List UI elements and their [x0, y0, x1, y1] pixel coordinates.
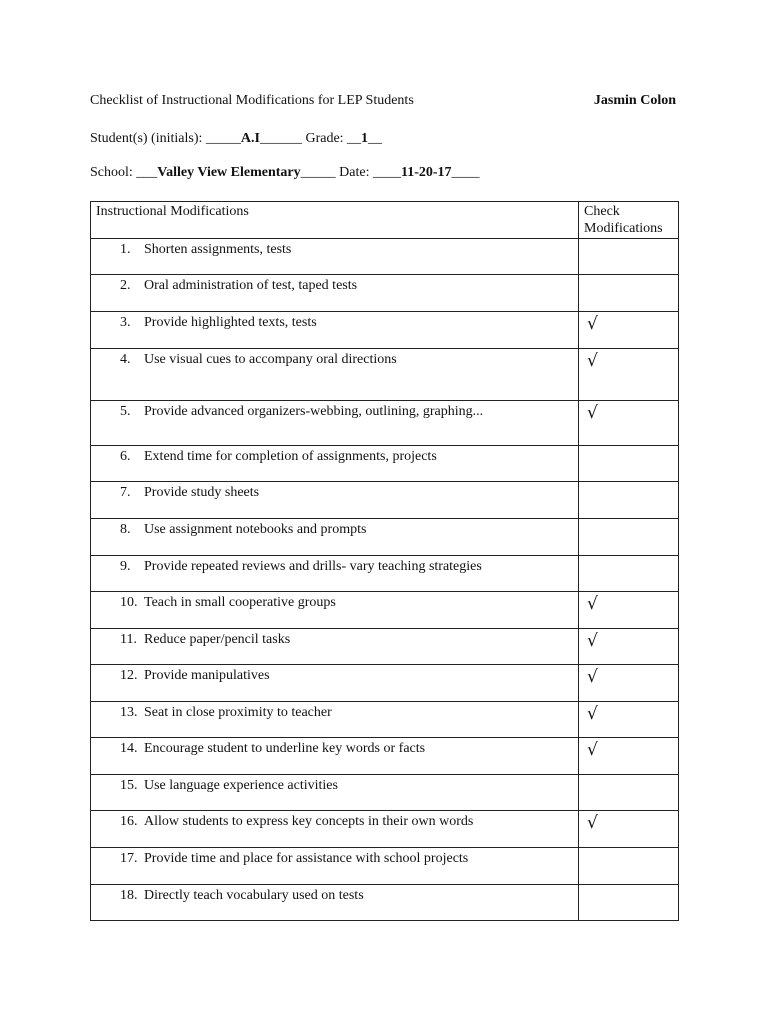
modification-cell — [91, 349, 579, 401]
check-cell — [579, 312, 679, 349]
checkmark-icon: √ — [587, 667, 598, 687]
modification-cell — [91, 446, 579, 482]
date-label: _____ Date: ____ — [300, 165, 401, 180]
checkmark-icon: √ — [587, 740, 598, 760]
table-row — [91, 519, 679, 556]
item-text: Provide repeated reviews and drills- vary teaching strategies — [144, 559, 482, 574]
column-header-check — [579, 202, 679, 239]
item-number: 17. — [120, 851, 138, 866]
item-text: Encourage student to underline key words or facts — [144, 741, 426, 756]
modification-cell — [91, 738, 579, 775]
checkmark-icon — [579, 239, 678, 241]
item-number: 15. — [120, 778, 138, 793]
checkmark-icon — [579, 556, 678, 558]
item-text: Provide manipulatives — [144, 668, 270, 683]
check-cell — [579, 775, 679, 811]
check-cell — [579, 446, 679, 482]
check-header-line2: Modifications — [584, 221, 663, 236]
item-text: Provide time and place for assistance with school projects — [144, 851, 469, 866]
modification-cell — [91, 811, 579, 848]
table-row — [91, 446, 679, 482]
item-number: 6. — [120, 449, 131, 464]
checkmark-icon: √ — [587, 403, 598, 423]
item-number: 10. — [120, 595, 138, 610]
item-number: 16. — [120, 814, 138, 829]
check-cell — [579, 702, 679, 738]
checkmark-icon — [579, 275, 678, 277]
checkmark-icon: √ — [587, 351, 598, 371]
modification-cell — [91, 665, 579, 702]
item-text: Reduce paper/pencil tasks — [144, 632, 291, 647]
checkmark-icon — [579, 848, 678, 850]
checkmark-icon — [579, 885, 678, 887]
checkmark-icon — [579, 775, 678, 777]
modification-cell — [91, 239, 579, 275]
check-header-line1: Check — [584, 204, 620, 219]
table-row — [91, 482, 679, 519]
table-row — [91, 885, 679, 921]
table-row — [91, 239, 679, 275]
modification-cell — [91, 401, 579, 446]
modification-cell — [91, 519, 579, 556]
item-text: Provide study sheets — [144, 485, 260, 500]
item-number: 7. — [120, 485, 131, 500]
modification-cell — [91, 885, 579, 921]
modification-cell — [91, 702, 579, 738]
check-cell — [579, 482, 679, 519]
modification-cell — [91, 848, 579, 885]
item-number: 18. — [120, 888, 138, 903]
modifications-table — [90, 201, 679, 921]
item-text: Seat in close proximity to teacher — [144, 705, 332, 720]
grade-label: ______ Grade: __ — [259, 131, 362, 146]
checkmark-icon: √ — [587, 813, 598, 833]
item-number: 11. — [120, 632, 137, 647]
checkmark-icon: √ — [587, 704, 598, 724]
table-row — [91, 848, 679, 885]
document-title: Checklist of Instructional Modifications for LEP Students — [90, 93, 414, 108]
table-row — [91, 665, 679, 702]
check-cell — [579, 738, 679, 775]
check-cell — [579, 239, 679, 275]
table-row — [91, 629, 679, 665]
item-number: 1. — [120, 242, 131, 257]
checkmark-icon — [579, 519, 678, 521]
check-cell — [579, 349, 679, 401]
student-initials: A.I — [240, 131, 260, 146]
modification-cell — [91, 312, 579, 349]
grade-value: 1 — [361, 131, 369, 146]
check-cell — [579, 556, 679, 592]
table-row — [91, 811, 679, 848]
check-cell — [579, 885, 679, 921]
check-cell — [579, 401, 679, 446]
item-text: Provide advanced organizers-webbing, outlining, graphing... — [144, 404, 484, 419]
modification-cell — [91, 482, 579, 519]
checkmark-icon — [579, 482, 678, 484]
item-number: 2. — [120, 278, 131, 293]
item-number: 4. — [120, 352, 131, 367]
checkmark-icon: √ — [587, 314, 598, 334]
school-label: School: ___ — [90, 165, 158, 180]
column-header-modifications: Instructional Modifications — [91, 202, 579, 239]
item-number: 3. — [120, 315, 131, 330]
modification-cell — [91, 556, 579, 592]
checkmark-icon: √ — [587, 594, 598, 614]
item-text: Use assignment notebooks and prompts — [144, 522, 367, 537]
check-cell — [579, 519, 679, 556]
student-grade-line — [90, 130, 382, 148]
item-text: Shorten assignments, tests — [144, 242, 292, 257]
item-text: Directly teach vocabulary used on tests — [144, 888, 364, 903]
item-number: 8. — [120, 522, 131, 537]
table-row — [91, 738, 679, 775]
date-trailing-line: ____ — [451, 165, 480, 180]
item-text: Provide highlighted texts, tests — [144, 315, 317, 330]
item-number: 5. — [120, 404, 131, 419]
item-text: Allow students to express key concepts in their own words — [144, 814, 474, 829]
checkmark-icon: √ — [587, 631, 598, 651]
school-name: Valley View Elementary — [157, 165, 301, 180]
student-label: Student(s) (initials): _____ — [90, 131, 241, 146]
check-cell — [579, 665, 679, 702]
table-row — [91, 349, 679, 401]
check-cell — [579, 629, 679, 665]
date-value: 11-20-17 — [400, 165, 452, 180]
modification-cell — [91, 629, 579, 665]
table-row — [91, 556, 679, 592]
checkmark-icon — [579, 446, 678, 448]
table-row — [91, 775, 679, 811]
item-number: 9. — [120, 559, 131, 574]
author-name: Jasmin Colon — [593, 93, 676, 108]
item-number: 13. — [120, 705, 138, 720]
item-text: Use language experience activities — [144, 778, 338, 793]
table-row — [91, 275, 679, 312]
modification-cell — [91, 275, 579, 312]
table-row — [91, 702, 679, 738]
item-text: Extend time for completion of assignments, projects — [144, 449, 437, 464]
table-row — [91, 312, 679, 349]
modification-cell — [91, 592, 579, 629]
modification-cell — [91, 775, 579, 811]
table-row — [91, 401, 679, 446]
item-text: Teach in small cooperative groups — [144, 595, 336, 610]
grade-trailing-line: __ — [368, 131, 383, 146]
table-header-row — [91, 202, 679, 239]
item-number: 14. — [120, 741, 138, 756]
table-row — [91, 592, 679, 629]
check-cell — [579, 275, 679, 312]
check-cell — [579, 592, 679, 629]
item-text: Oral administration of test, taped tests — [144, 278, 358, 293]
check-cell — [579, 811, 679, 848]
item-text: Use visual cues to accompany oral directions — [144, 352, 397, 367]
item-number: 12. — [120, 668, 138, 683]
school-date-line — [90, 164, 480, 182]
check-cell — [579, 848, 679, 885]
